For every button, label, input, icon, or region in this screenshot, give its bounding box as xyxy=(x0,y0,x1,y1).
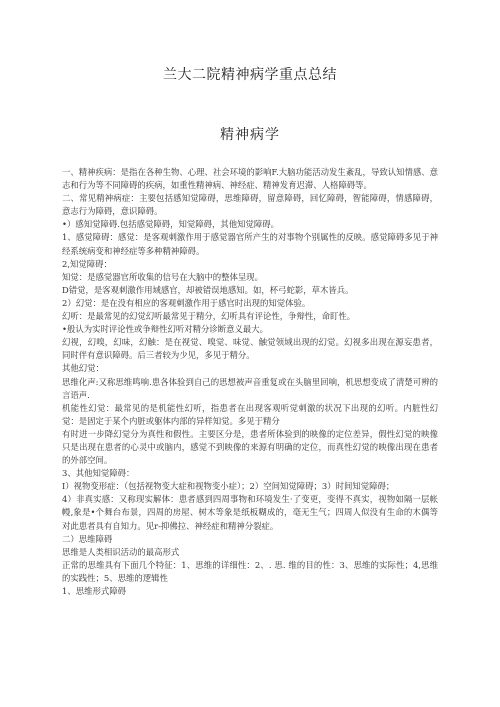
paragraph: 幻听：是最常见的幻觉幻听最常见于精分，幻听具有评论性，争辩性，命盯性。 xyxy=(62,311,356,322)
paragraph: 一、精神疾病：是指在各种生物、心理、社会环境的影响F.大脑功能活动发生紊乱，导致认知情感、意志和行为等不同障碍的疾病，如重性精神病、神经症、精神发育迟滞、人格障碍等。 xyxy=(62,167,438,191)
paragraph: 其他幻觉： xyxy=(62,363,104,374)
paragraph: I）视物变形症：（包括视物变大症和视物变小症）；2）空间知觉障碍；3）时间知觉障碍； xyxy=(62,481,395,492)
paragraph: 二）思维障碍 xyxy=(62,533,113,544)
paragraph: 1、思维形式障碍 xyxy=(62,586,126,596)
paragraph: 机能性幻觉：最常见的是机能性幻听，指患者在出现客观听觉刺激的状况下出现的幻听。内脏性幻觉：是固定于某个内脏或躯体内部的异样知觉。多见于精分 xyxy=(62,402,438,426)
paragraph: 思维化声:又称思维鸣响.患各体验到自己的思想被声音重复或在头脑里回响，机思想变成了清楚可辨的言语声. xyxy=(62,376,438,400)
paragraph: 3、其他知觉障碍： xyxy=(62,468,135,479)
paragraph: 4）非真实感：又称现实解体：患者感到四周事物和环境发生·了变更，变得不真实，视物如隔一层帐幔,象是•个舞台布景，四周的房屋、树木等象是纸板糊成的，毫无生气；四周人似没有生命的木偶等对此患者具有自知力。见r-抑佛拉、神经症和精神分裂症。 xyxy=(62,494,438,531)
paragraph: 幻视，幻嗅，幻味，幻触：是在视觉、嗅觉、味觉、触觉领域出现的幻觉。幻视多出现在源妄患者，同时伴有意识障碍。后三者较为少见，多见于精分。 xyxy=(62,337,438,361)
paragraph: 2,知觉障碍： xyxy=(62,258,112,269)
paragraph: •）感知觉障碍.包括感觉障碍，知觉障碍，其他知觉障碍。 xyxy=(62,219,279,230)
section-title: 精神病学 xyxy=(220,127,280,143)
paragraph: 思维是人类相识活动的最高形式 xyxy=(62,546,180,557)
paragraph: 2）幻觉：是在没有相应的客观刺激作用于感官时出现的知觉体验。 xyxy=(62,297,311,308)
paragraph: 二、常见精神病症：主要包括感知觉障碍，思维障碍，留意障碍，回忆障碍，智能障碍，情感障碍，意志行为障碍，意识障碍。 xyxy=(62,193,438,217)
paragraph: 有时进一步降幻觉分为真性和假性。主要区分是，患者所体验到的映像的定位差异，假性幻觉的映像只是出现在患者的心灵中或脑内，感觉不到映像的来源有明确的定位，而真性幻觉的映像出现在患者的外部空间。 xyxy=(62,428,438,466)
paragraph: D错觉，是客观刺激作用域感官，却被错误地感知。如，杯弓蛇影，草木皆兵。 xyxy=(62,284,354,295)
paragraph: 1、感觉障碍：感觉：是客观刺激作用于感觉器官所产生的对事物个别属性的反映。感觉障碍多见于神经系统病变和神经症等多种精神障碍。 xyxy=(62,232,438,256)
paragraph: 正常的思维具有下面几个特征：1、思维的详细性：2、. 思. 维的目的性：3、思维的实际性；4,思维的实践性；5、思维的逻辑性 xyxy=(62,559,438,583)
document-body xyxy=(62,166,438,598)
document-title: 兰大二院精神病学重点总结 xyxy=(163,67,337,83)
paragraph: 知觉：是感觉器官所收集的信号在大脑中的整体呈现。 xyxy=(62,271,263,282)
paragraph: •般认为实时评论性或争辩性幻听对精分诊断意义最大。 xyxy=(62,324,268,335)
